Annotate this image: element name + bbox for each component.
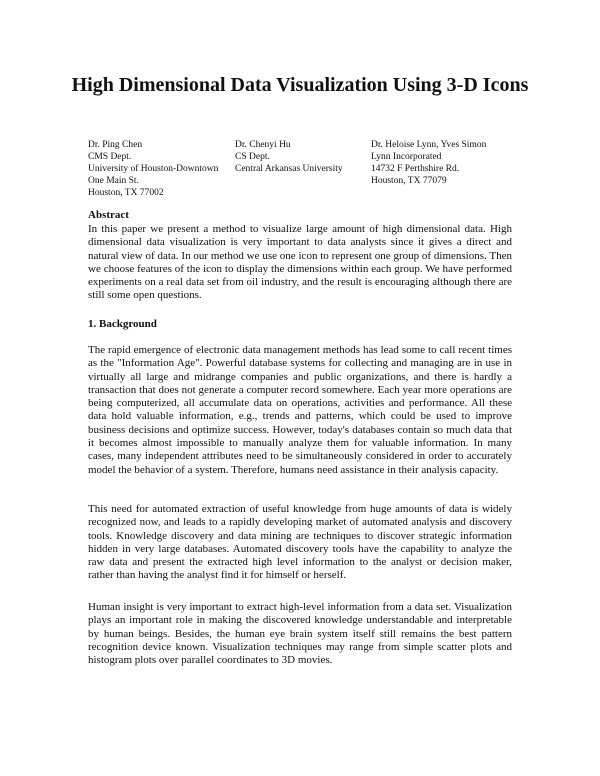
body-paragraph-2: This need for automated extraction of useful knowledge from huge amounts of data is widely recognized now, and leads to a rapidly developing market of automated analysis and discovery tools. Knowledge discovery and data mining are techniques to discover strategic information hidden in very large databases. Automated discovery tools have the capability to analyze the raw data and present the extracted high level information to the analyst or decision maker, rather than having the analyst find it for himself or herself.	[88, 503, 512, 582]
author-block-3	[371, 139, 486, 187]
author-name: Dr. Chenyi Hu	[235, 140, 291, 150]
author-affiliation-line: Houston, TX 77079	[371, 176, 447, 186]
author-name: Dr. Ping Chen	[88, 140, 143, 150]
body-paragraph-1: The rapid emergence of electronic data management methods has lead some to call recent times as the "Information Age". Powerful database systems for collecting and managing are in use in virtually all large and midrange companies and public organizations, and there is hardly a transaction that does not generate a computer record somewhere. Each year more operations are being computerized, all accumulate data on operations, activities and performance. All these data hold valuable information, e.g., trends and patterns, which could be used to improve business decisions and optimize success. However, today's databases contain so much data that it becomes almost impossible to manually analyze them for valuable information. In many cases, many independent attributes need to be simultaneously considered in order to accurately model the behavior of a system. Therefore, humans need assistance in their analysis capacity.	[88, 344, 512, 476]
author-affiliation-line: CMS Dept.	[88, 152, 132, 162]
author-affiliation-line: University of Houston-Downtown	[88, 164, 219, 174]
body-paragraph-3: Human insight is very important to extract high-level information from a data set. Visualization plays an important role in making the discovered knowledge understandable and interpretable by human beings. Besides, the human eye brain system itself still remains the best pattern recognition device known. Visualization techniques may range from simple scatter plots and histogram plots over parallel coordinates to 3D movies.	[88, 601, 512, 667]
author-affiliation-line: 14732 F Perthshire Rd.	[371, 164, 460, 174]
author-affiliation-line: Central Arkansas University	[235, 164, 343, 174]
author-affiliation-line: CS Dept.	[235, 152, 270, 162]
paper-title: High Dimensional Data Visualization Using 3-D Icons	[71, 74, 529, 96]
author-affiliation-line: Houston, TX 77002	[88, 188, 164, 198]
author-affiliation-line: One Main St.	[88, 176, 139, 186]
author-block-1	[88, 139, 218, 199]
abstract-text: In this paper we present a method to visualize large amount of high dimensional data. High dimensional data visualization is very important to data analysts since it gives a direct and natural view of data. In our method we use one icon to represent one group of dimensions. Then we choose features of the icon to display the dimensions within each group. We have performed experiments on a real data set from oil industry, and the result is encouraging although there are still some open questions.	[88, 223, 512, 302]
author-block-2	[235, 139, 343, 175]
author-affiliation-line: Lynn Incorporated	[371, 152, 442, 162]
abstract-heading: Abstract	[88, 209, 129, 221]
section-heading-background: 1. Background	[88, 318, 157, 330]
author-name: Dr. Heloise Lynn, Yves Simon	[371, 140, 487, 150]
